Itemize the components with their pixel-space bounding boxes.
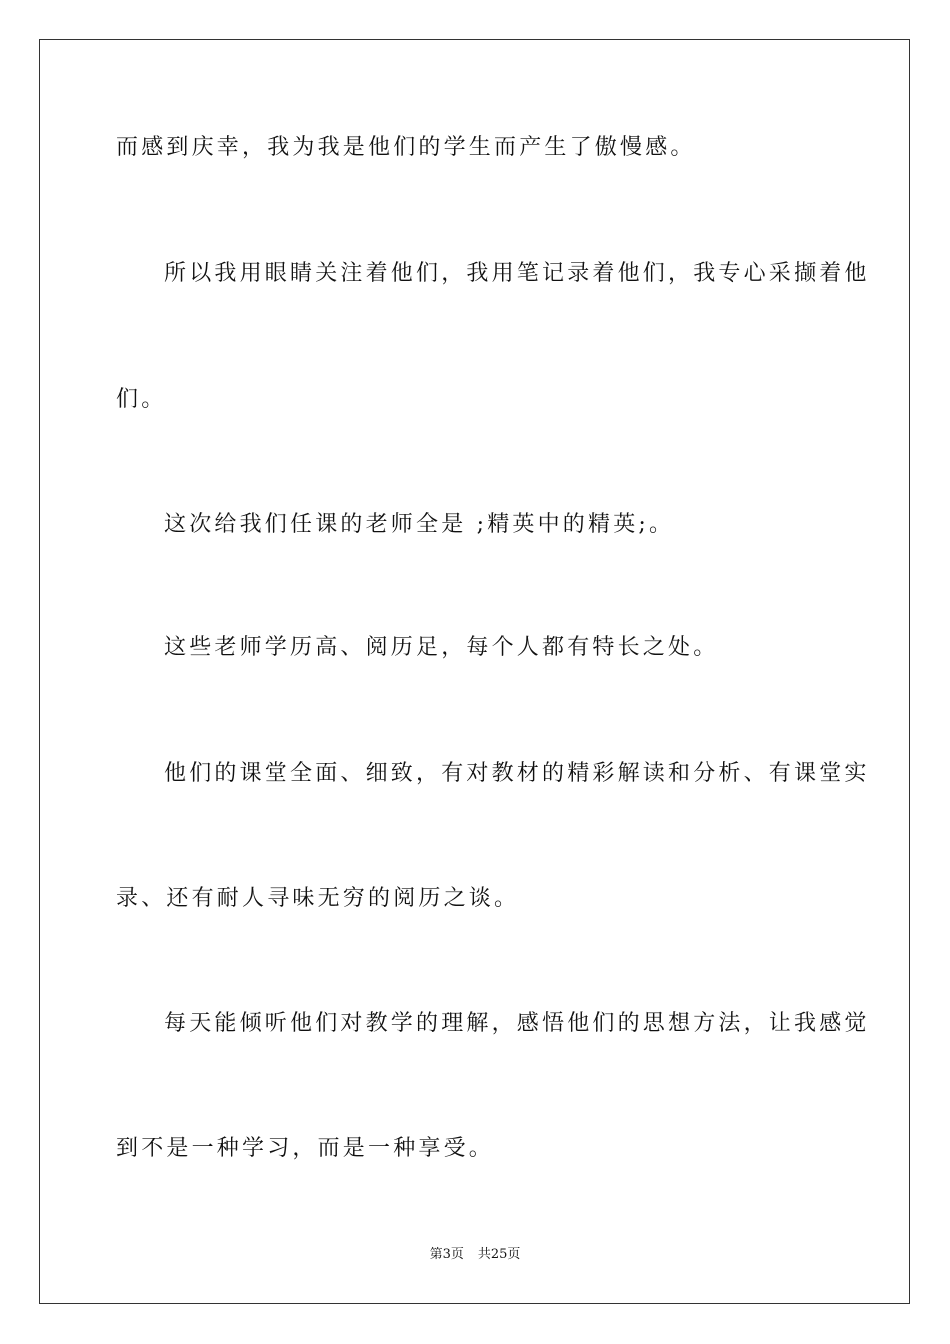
page-footer <box>0 1246 950 1264</box>
text-line-5: 这些老师学历高、阅历足，每个人都有特长之处。 <box>164 635 719 660</box>
text-line-6: 他们的课堂全面、细致，有对教材的精彩解读和分析、有课堂实 <box>164 761 870 786</box>
text-line-4: 这次给我们任课的老师全是 ;精英中的精英;。 <box>164 512 675 537</box>
text-line-8: 每天能倾听他们对教学的理解，感悟他们的思想方法，让我感觉 <box>164 1011 870 1036</box>
page-total: 共25页 <box>477 1247 521 1262</box>
page-number: 第3页 <box>429 1247 464 1262</box>
text-line-9: 到不是一种学习，而是一种享受。 <box>116 1136 495 1161</box>
text-line-1: 而感到庆幸，我为我是他们的学生而产生了傲慢感。 <box>116 135 696 160</box>
text-line-3: 们。 <box>116 387 167 412</box>
text-line-2: 所以我用眼睛关注着他们，我用笔记录着他们，我专心采撷着他 <box>164 261 870 286</box>
text-line-7: 录、还有耐人寻味无穷的阅历之谈。 <box>116 886 520 911</box>
page-border <box>39 39 910 1304</box>
